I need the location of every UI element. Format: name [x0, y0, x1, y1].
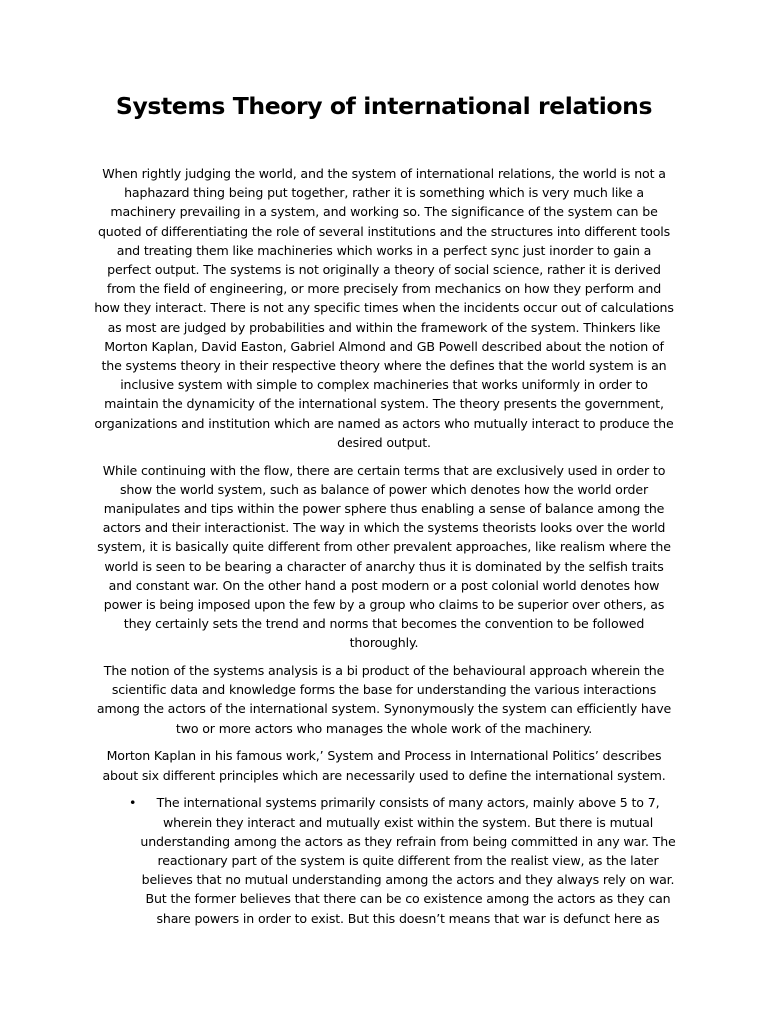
paragraph-kaplan: Morton Kaplan in his famous work,’ System and Process in International Politics’ describes about six different principles which are necessarily used to define the international system.: [102, 748, 666, 783]
paragraph-intro: When rightly judging the world, and the system of international relations, the world is not a haphazard thing being put together, rather it is something which is very much like a machinery prevailing in a system, and working so. The significance of the system can be quoted of differentiating the role of several institutions and the structures into different tools and treating them like machineries which works in a perfect sync just inorder to gain a perfect output. The systems is not originally a theory of social science, rather it is derived from the field of engineering, or more precisely from mechanics on how they perform and how they interact. There is not any specific times when the incidents occur out of calculations as most are judged by probabilities and within the framework of the system. Thinkers like Morton Kaplan, David Easton, Gabriel Almond and GB Powell described about the notion of the systems theory in their respective theory where the defines that the world system is an inclusive system with simple to complex machineries that works uniformly in order to maintain the dynamicity of the international system. The theory presents the government, organizations and institution which are named as actors who mutually interact to produce the desired output.: [94, 166, 674, 450]
list-item: [129, 793, 679, 927]
paragraph-world-system: While continuing with the flow, there are certain terms that are exclusively used in order to show the world system, such as balance of power which denotes how the world order manipulates and tips within the power sphere thus enabling a sense of balance among the actors and their interactionist. The way in which the systems theorists looks over the world system, it is basically quite different from other prevalent approaches, like realism where the world is seen to be bearing a character of anarchy thus it is dominated by the selfish traits and constant war. On the other hand a post modern or a post colonial world denotes how power is being imposed upon the few by a group who claims to be superior over others, as they certainly sets the trend and norms that becomes the convention to be followed thoroughly.: [97, 462, 671, 651]
list-item-text: The international systems primarily consists of many actors, mainly above 5 to 7, wherein they interact and mutually exist within the system. But there is mutual understanding among the actors as they refrain from being committed in any war. The reactionary part of the system is quite different from the realist view, as the later believes that no mutual understanding among the actors and they always rely on war. But the former believes that there can be co existence among the actors as they can share powers in order to exist. But this doesn’t means that war is defunct here as: [140, 795, 676, 926]
bullet-icon: •: [129, 795, 137, 811]
document-body: [93, 164, 675, 928]
paragraph-systems-analysis: The notion of the systems analysis is a bi product of the behavioural approach wherein the scientific data and knowledge forms the base for understanding the various interactions among the actors of the international system. Synonymously the system can efficiently have two or more actors who manages the whole work of the machinery.: [96, 663, 672, 736]
document-title: Systems Theory of international relations: [115, 92, 653, 120]
principles-list: [93, 793, 675, 927]
